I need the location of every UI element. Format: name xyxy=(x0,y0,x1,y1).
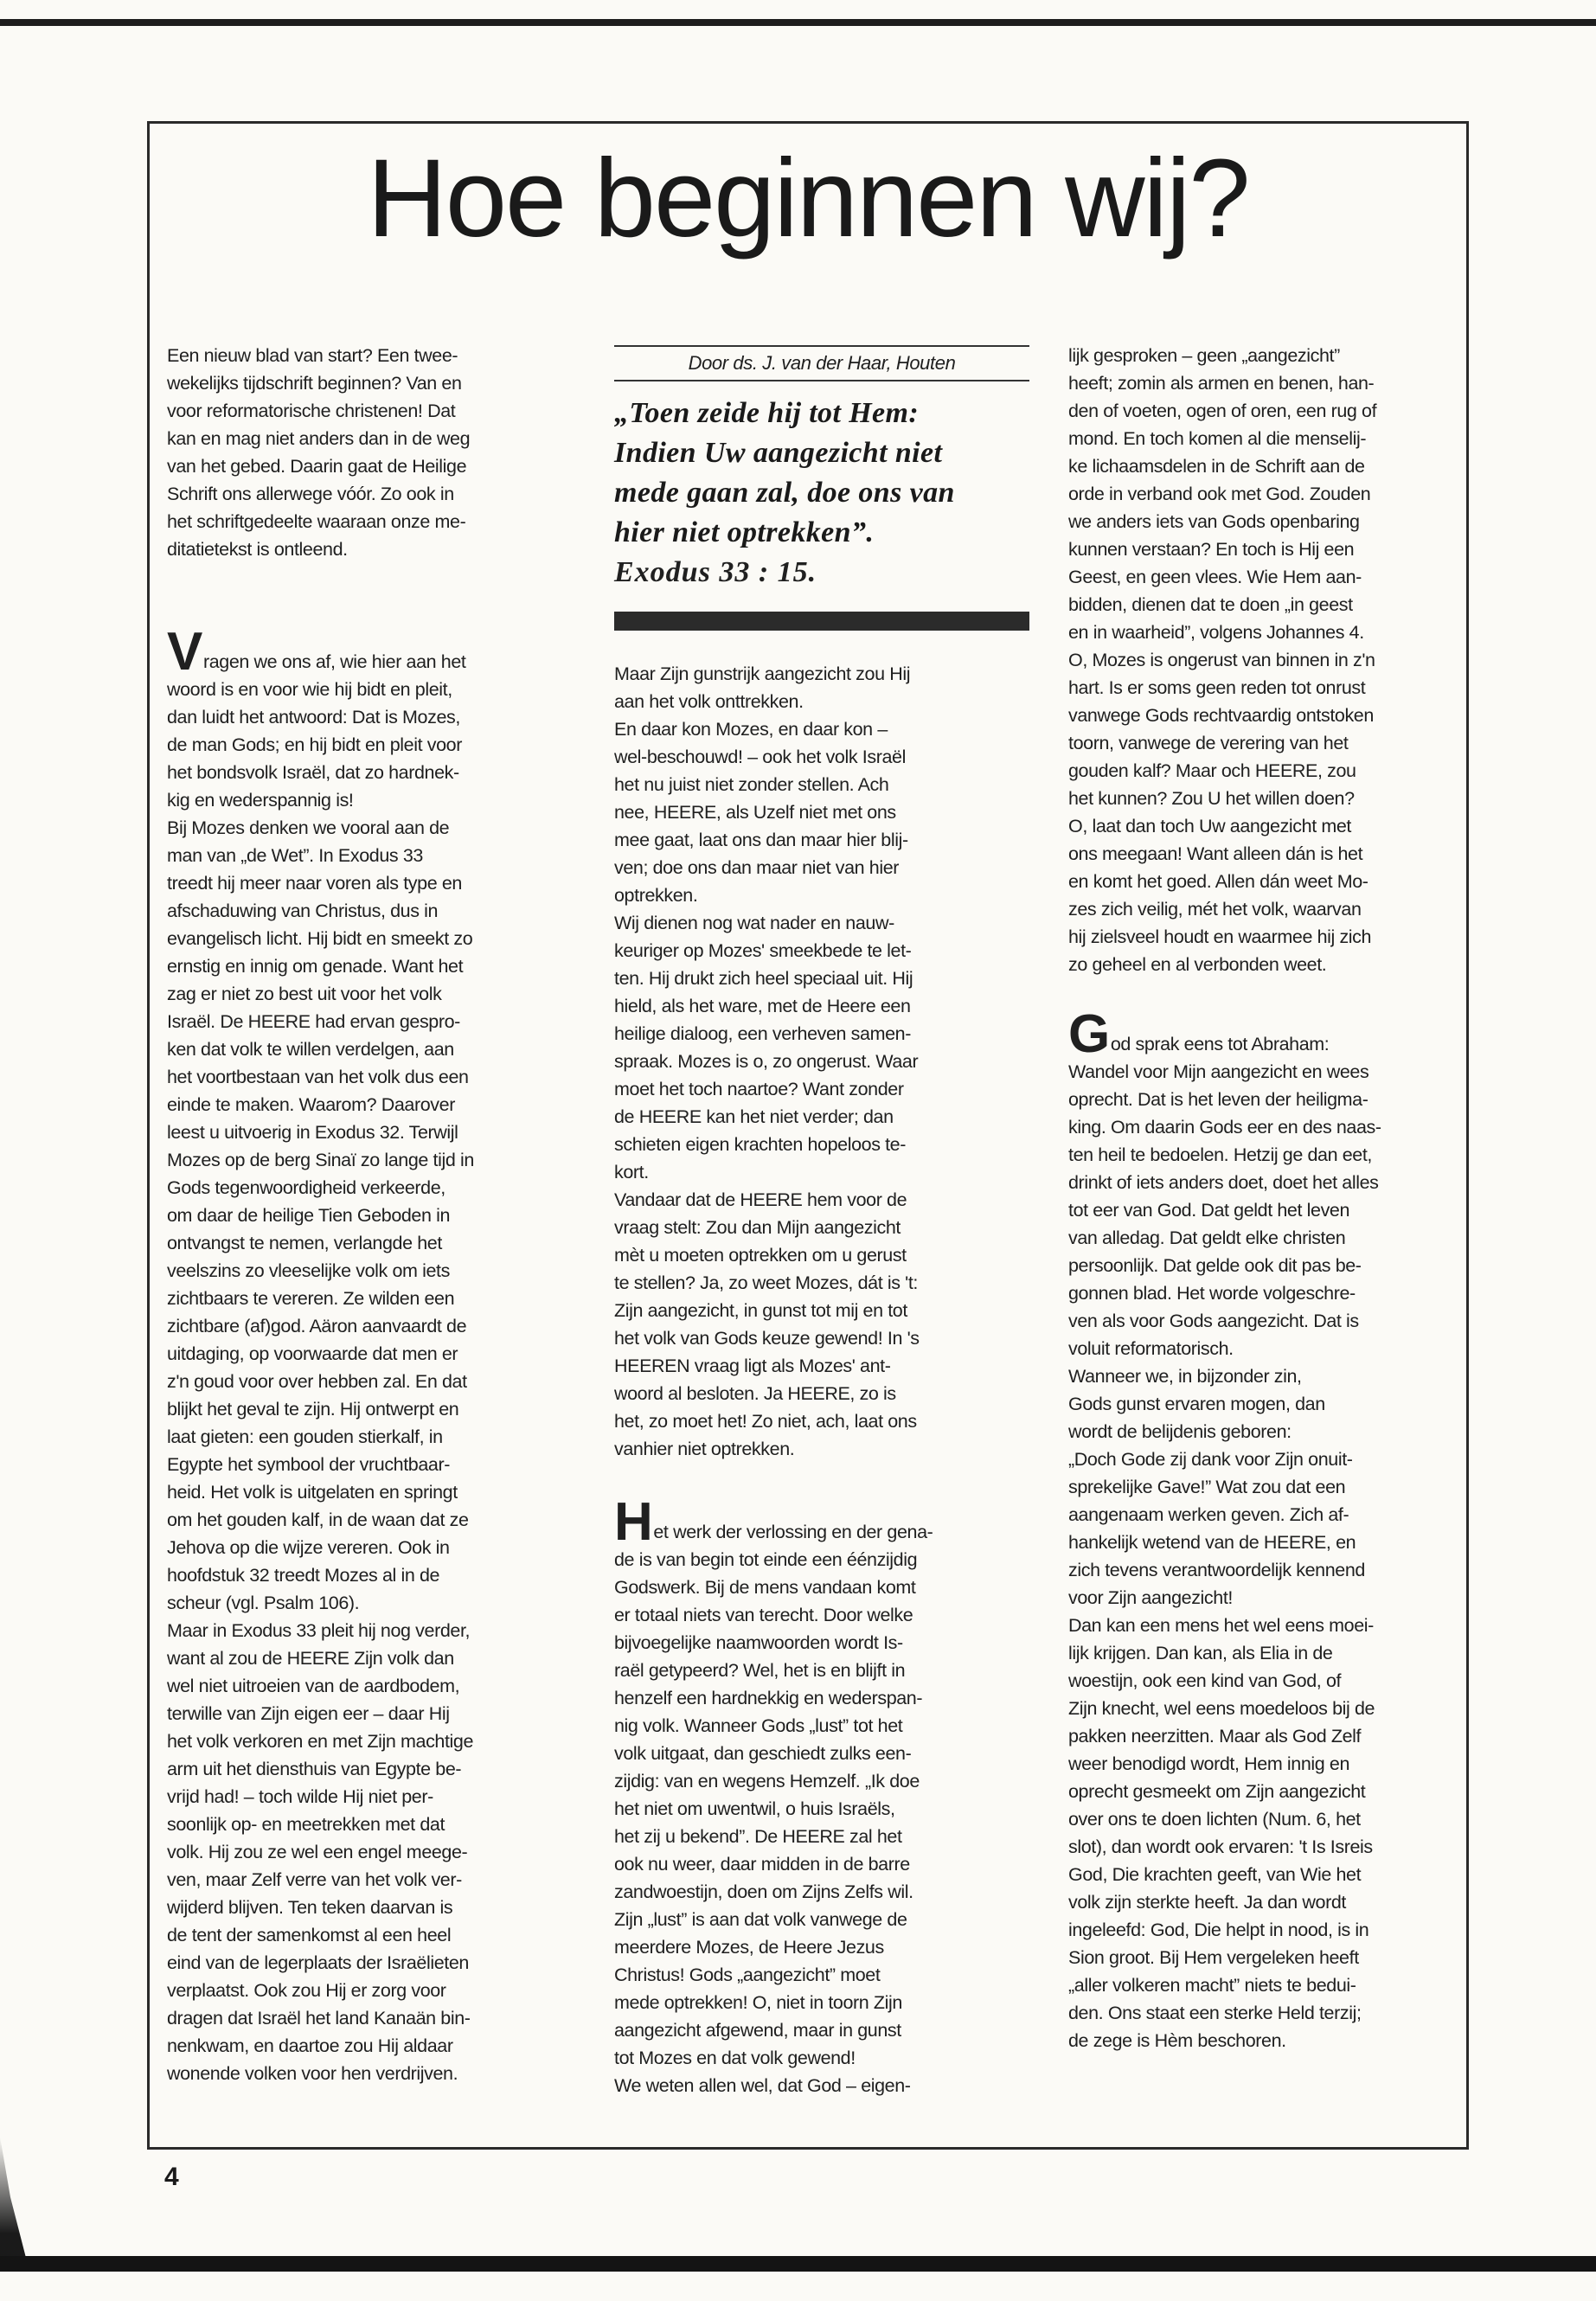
article-title: Hoe beginnen wij? xyxy=(367,137,1249,260)
column-3-text-2: od sprak eens tot Abraham: Wandel voor Mijn aangezicht en wees oprecht. Dat is het leven der heiligma- king. Om daarin Gods eer en des naas- ten heil te bedoelen. Hetzij ge dan eet, drinkt of iets anders doet, doet het alles tot eer van God. Dat geldt het leven van alledag. Dat geldt elke christen persoonlijk. Dat gelde ook dit pas be- gonnen blad. Het worde volgeschre- ven als voor Gods aangezicht. Dat is voluit reformatorisch. Wanneer we, in bijzonder zin, Gods gunst ervaren mogen, dan wordt de belijdenis geboren: „Doch Gode zij dank voor Zijn onuit- sprekelijke Gave!” Wat zou dat een aangenaam werken geven. Zich af- hankelijk wetend van de HEERE, en zich tevens verantwoordelijk kennend voor Zijn aangezicht! Dan kan een mens het wel eens moei- lijk krijgen. Dan kan, als Elia in de woestijn, ook een kind van God, of Zijn knecht, wel eens moedeloos bij de pakken neerzitten. Maar als God Zelf weer benodigd wordt, Hem innig en oprecht gesmeekt om Zijn aangezicht over ons te doen lichten (Num. 6, het slot), dan wordt ook ervaren: 't Is Isreis God, Die krachten geeft, van Wie het volk zijn sterkte heeft. Ja dan wordt ingeleefd: God, Die helpt in nood, is in Sion groot. Bij Hem vergeleken heeft „aller volkeren macht” niets te bedui- den. Ons staat een sterke Held terzij; de zege is Hèm beschoren. xyxy=(1068,1034,1381,2051)
column-1-text: ragen we ons af, wie hier aan het woord is en voor wie hij bidt en pleit, dan luidt het antwoord: Dat is Mozes, de man Gods; en hij bidt en pleit voor het bondsvolk Israël, dat zo hardnek- kig en wederspannig is! Bij Mozes denken we vooral aan de man van „de Wet”. In Exodus 33 treedt hij meer naar voren als type en afschaduwing van Christus, dus in evangelisch licht. Hij bidt en smeekt zo ernstig en innig om genade. Want het zag er niet zo best uit voor het volk Israël. De HEERE had ervan gespro- ken dat volk te willen verdelgen, aan het voortbestaan van het volk dus een einde te maken. Waarom? Daarover leest u uitvoerig in Exodus 32. Terwijl Mozes op de berg Sinaï zo lange tijd in Gods tegenwoordigheid verkeerde, om daar de heilige Tien Geboden in ontvangst te nemen, verlangde het veelszins zo vleeselijke volk om iets zichtbaars te vereren. Ze wilden een zichtbare (af)god. Aäron aanvaardt de uitdaging, op voorwaarde dat men er z'n goud voor over hebben zal. En dat blijkt het geval te zijn. Hij ontwerpt en laat gieten: een gouden stierkalf, in Egypte het symbool der vruchtbaar- heid. Het volk is uitgelaten en springt om het gouden kalf, in de waan dat ze Jehova op die wijze vereren. Ook in hoofdstuk 32 treedt Mozes al in de scheur (vgl. Psalm 106). Maar in Exodus 33 pleit hij nog verder, want al zou de HEERE Zijn volk dan wel niet uitroeien van de aardbodem, terwille van Zijn eigen eer – daar Hij het volk verkoren en met Zijn machtige arm uit het diensthuis van Egypte be- vrijd had! – toch wilde Hij niet per- soonlijk op- en meetrekken met dat volk. Hij zou ze wel een engel meege- ven, maar Zelf verre van het volk ver- wijderd blijven. Ten teken daarvan is de tent der samenkomst al een heel eind van de legerplaats der Israëlieten verplaatst. Ook zou Hij er zorg voor dragen dat Israël het land Kanaän bin- nenkwam, en daartoe zou Hij aldaar wonende volken voor hen verdrijven. xyxy=(167,651,474,2084)
scripture-quote: „Toen zeide hij tot Hem: Indien Uw aangezicht niet mede gaan zal, doe ons van hier niet optrekken”. xyxy=(614,397,955,548)
page-number: 4 xyxy=(164,2163,179,2191)
scripture-reference: Exodus 33 : 15. xyxy=(614,556,817,588)
dropcap-v: V xyxy=(167,622,202,682)
column-3-body-2 xyxy=(1068,1004,1482,2054)
bottom-rule xyxy=(0,2256,1596,2272)
byline: Door ds. J. van der Haar, Houten xyxy=(614,345,1029,381)
scan-edge-shadow xyxy=(0,2137,26,2258)
dropcap-h: H xyxy=(614,1492,653,1552)
column-2 xyxy=(614,342,1029,2099)
column-2-text-2: et werk der verlossing en der gena- de is van begin tot einde een éénzijdig Godswerk. Bij de mens vandaan komt er totaal niets van terecht. Door welke bijvoegelijke naamwoorden wordt Is- raël getypeerd? Wel, het is en blijft in henzelf een hardnekkig en wederspan- nig volk. Wanneer Gods „lust” tot het volk uitgaat, dan geschiedt zulks een- zijdig: van en wegens Hemzelf. „Ik doe het niet om uwentwil, o huis Israëls, het zij u bekend”. De HEERE zal het ook nu weer, daar midden in de barre zandwoestijn, doen om Zijns Zelfs wil. Zijn „lust” is aan dat volk vanwege de meerdere Mozes, de Heere Jezus Christus! Gods „aangezicht” moet mede optrekken! O, niet in toorn Zijn aangezicht afgewend, maar in gunst tot Mozes en dat volk gewend! We weten allen wel, dat God – eigen- xyxy=(614,1522,933,2096)
column-2-body-2 xyxy=(614,1492,1029,2099)
column-1 xyxy=(167,342,582,2087)
quote-divider-bar xyxy=(614,612,1029,631)
top-rule xyxy=(0,19,1596,26)
column-2-text-1: Maar Zijn gunstrijk aangezicht zou Hij aan het volk onttrekken. En daar kon Mozes, en daar kon – wel-beschouwd! – ook het volk Israël het nu juist niet zonder stellen. Ach nee, HEERE, als Uzelf niet met ons mee gaat, laat ons dan maar hier blij- ven; doe ons dan maar niet van hier optrekken. Wij dienen nog wat nader en nauw- keuriger op Mozes' smeekbede te let- ten. Hij drukt zich heel speciaal uit. Hij hield, als het ware, met de Heere een heilige dialoog, een verheven samen- spraak. Mozes is o, zo ongerust. Waar moet het toch naartoe? Want zonder de HEERE kan het niet verder; dan schieten eigen krachten hopeloos te- kort. Vandaar dat de HEERE hem voor de vraag stelt: Zou dan Mijn aangezicht mèt u moeten optrekken om u gerust te stellen? Ja, zo weet Mozes, dát is 't: Zijn aangezicht, in gunst tot mij en tot het volk van Gods keuze gewend! In 's HEEREN vraag ligt als Mozes' ant- woord al besloten. Ja HEERE, zo is het, zo moet het! Zo niet, ach, laat ons vanhier niet optrekken. xyxy=(614,663,920,1459)
column-3 xyxy=(1068,342,1482,2054)
intro-paragraph: Een nieuw blad van start? Een twee- wekelijks tijdschrift beginnen? Van en voor reformatorische christenen! Dat kan en mag niet anders dan in de weg van het gebed. Daarin gaat de Heilige Schrift ons allerwege vóór. Zo ook in het schriftgedeelte waaraan onze me- ditatietekst is ontleend. xyxy=(167,345,471,560)
dropcap-g: G xyxy=(1068,1004,1110,1064)
column-3-text-1: lijk gesproken – geen „aangezicht” heeft; zomin als armen en benen, han- den of voeten, ogen of oren, een rug of mond. En toch komen al die menselij- ke lichaamsdelen in de Schrift aan de orde in verband ook met God. Zouden we anders iets van Gods openbaring kunnen verstaan? En toch is Hij een Geest, en geen vlees. Wie Hem aan- bidden, dienen dat te doen „in geest en in waarheid”, volgens Johannes 4. O, Mozes is ongerust van binnen in z'n hart. Is er soms geen reden tot onrust vanwege Gods rechtvaardig ontstoken toorn, vanwege de verering van het gouden kalf? Maar och HEERE, zou het kunnen? Zou U het willen doen? O, laat dan toch Uw aangezicht met ons meegaan! Want alleen dán is het en komt het goed. Allen dán weet Mo- zes zich veilig, mét het volk, waarvan hij zielsveel houdt en waarmee hij zich zo geheel en al verbonden weet. xyxy=(1068,345,1377,975)
column-1-body xyxy=(167,622,582,2087)
